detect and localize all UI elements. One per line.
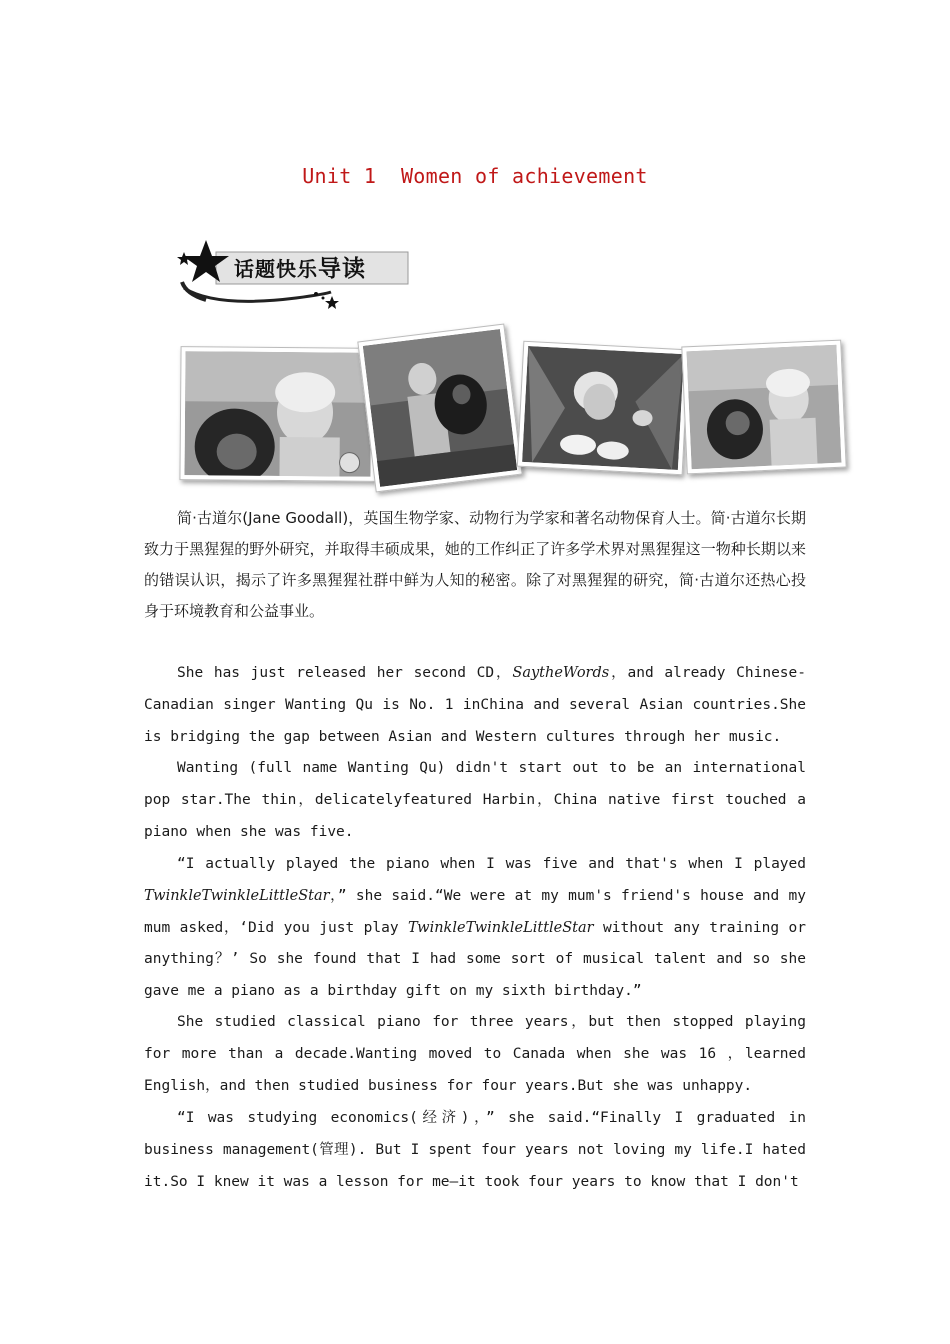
paragraph-1: She has just released her second CD，SaytheWords，and already Chinese-Canadian singer Wanting Qu is No. 1 inChina and several Asian countries.She is bridging the gap between Asian and Western cultures through her music. (144, 665, 806, 745)
topic-banner (176, 236, 416, 312)
paragraph-2: Wanting (full name Wanting Qu) didn't start out to be an international pop star.The thin，delicatelyfeatured Harbin，China native first touched a piano when she was five. (144, 760, 806, 840)
song-title: TwinkleTwinkleLittleStar (408, 919, 594, 936)
photo-goodall-chimp-2 (681, 340, 846, 475)
song-title: TwinkleTwinkleLittleStar (144, 887, 330, 904)
photo-goodall-lilies (517, 341, 689, 476)
photo-goodall-chimp-1 (179, 346, 376, 482)
paragraph-4: She studied classical piano for three years，but then stopped playing for more than a decade.Wanting moved to Canada when she was 16 ，learned English，and then studied business for four years.But she was unhappy. (144, 1014, 806, 1094)
banner-label: 话题快乐导读 (234, 256, 366, 282)
unit-title: Unit 1 Women of achievement (302, 164, 648, 188)
intro-chinese: 简·古道尔(Jane Goodall)，英国生物学家、动物行为学家和著名动物保育人士。简·古道尔长期致力于黑猩猩的野外研究，并取得丰硕成果，她的工作纠正了许多学术界对黑猩猩这一物种长期以来的错误认识，揭示了许多黑猩猩社群中鲜为人知的秘密。除了对黑猩猩的研究，简·古道尔还热心投身于环境教育和公益事业。 (144, 509, 806, 620)
album-title: SaytheWords (512, 665, 610, 681)
paragraph-5: “I was studying economics(经济)，” she said.“Finally I graduated in business management(管理). But I spent four years not loving my life.I hated it.So I knew it was a lesson for me—it took four years to know that I don't (144, 1110, 806, 1190)
paragraph-3: “I actually played the piano when I was five and that's when I played TwinkleTwinkleLittleStar，” she said.“We were at my mum's friend's house and my mum asked，‘Did you just play TwinkleTwinkleLittleStar without any training or anything？’ So she found that I had some sort of musical talent and so she gave me a piano as a birthday gift on my sixth birthday.” (144, 856, 807, 1000)
photo-goodall-holding-chimp (357, 324, 522, 493)
